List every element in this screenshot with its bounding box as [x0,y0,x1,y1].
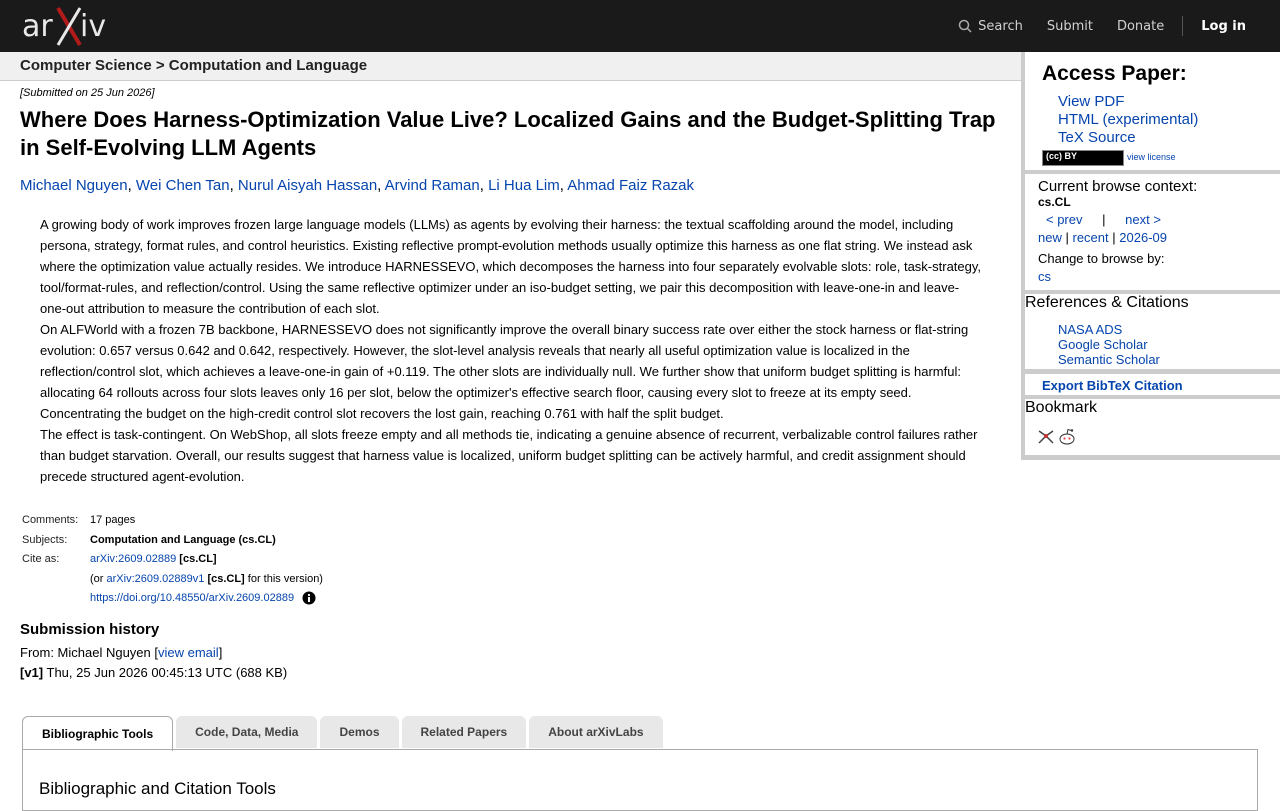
tab-panel-heading: Bibliographic and Citation Tools [39,779,276,798]
access-paper-box [1025,52,1280,170]
tab-about-arxivlabs[interactable]: About arXivLabs [529,716,662,748]
empty-cell [20,589,88,609]
svg-text:ar: ar [22,9,53,44]
google-scholar-link[interactable]: Google Scholar [1058,337,1148,352]
nav-divider [1182,16,1183,36]
cite-label: Cite as: [22,553,60,566]
cc-by-badge-icon[interactable] [1042,150,1124,166]
view-pdf-link[interactable]: View PDF [1058,93,1125,110]
tab-code-data-media[interactable]: Code, Data, Media [176,716,317,748]
html-link[interactable]: HTML (experimental) [1058,111,1199,128]
subjects-value: Computation and Language (cs.CL) [90,533,276,546]
cite-version-suffix: for this version) [247,572,323,585]
export-bibtex-link[interactable]: Export BibTeX Citation [1042,378,1183,393]
comments-value: 17 pages [90,514,136,526]
search-button[interactable] [958,19,1023,34]
abstract [40,214,985,487]
submit-link[interactable]: Submit [1046,18,1093,34]
svg-text:iv: iv [80,9,107,44]
version-line [20,665,287,680]
month-link[interactable]: 2026-09 [1119,230,1167,245]
author-link[interactable]: Wei Chen Tan [135,177,230,194]
metadata-table [20,511,325,609]
info-icon[interactable] [302,591,316,605]
new-recent-row [1038,230,1167,245]
cite-version-link[interactable]: arXiv:2609.02889v1 [106,572,205,585]
comments-label: Comments: [22,514,79,526]
empty-cell [20,570,88,590]
submission-history-heading: Submission history [20,621,160,638]
reddit-icon[interactable] [1058,428,1076,445]
tab-bibliographic-tools[interactable]: Bibliographic Tools [22,716,173,751]
doi-link[interactable]: https://doi.org/10.48550/arXiv.2609.02889 [90,592,295,605]
prev-link[interactable]: < prev [1046,212,1083,227]
top-bar [0,0,1280,52]
cite-version-category: [cs.CL] [207,572,245,585]
author-link[interactable]: Arvind Raman [384,177,480,194]
author-list: Michael Nguyen, Wei Chen Tan, Nurul Aisyah Hassan, Arvind Raman, Li Hua Lim, Ahmad Faiz Razak [20,177,694,194]
view-email-link[interactable]: view email [158,645,219,660]
browse-context-box [1025,174,1280,290]
prev-next-row [1046,212,1161,227]
recent-link[interactable]: recent [1072,230,1109,245]
next-link[interactable]: next > [1125,212,1161,227]
breadcrumb-text[interactable]: Computer Science > Computation and Language [20,57,368,74]
tab-bar [22,716,666,749]
author-link[interactable]: Michael Nguyen [20,177,128,194]
tab-demos[interactable]: Demos [320,716,398,748]
cite-category: [cs.CL] [179,553,217,566]
version-label[interactable]: [v1] [20,665,44,680]
tex-source-link[interactable]: TeX Source [1058,129,1136,146]
author-link[interactable]: Ahmad Faiz Razak [567,177,694,194]
submission-date: [Submitted on 25 Jun 2026] [20,87,155,99]
bookmark-heading: Bookmark [1025,399,1098,416]
references-box [1025,294,1280,369]
access-paper-heading: Access Paper: [1042,62,1187,85]
semantic-scholar-link[interactable]: Semantic Scholar [1058,352,1160,367]
search-label: Search [978,18,1023,34]
tab-related-papers[interactable]: Related Papers [402,716,527,748]
change-browse-link[interactable]: cs [1038,269,1051,284]
change-browse-label: Change to browse by: [1038,251,1165,266]
nasa-ads-link[interactable]: NASA ADS [1058,322,1123,337]
tab-panel [22,749,1258,811]
browse-context-value: cs.CL [1038,195,1071,209]
new-link[interactable]: new [1038,230,1062,245]
arxiv-logo[interactable] [22,5,114,47]
breadcrumb [0,52,1021,81]
cite-link[interactable]: arXiv:2609.02889 [90,553,177,566]
author-link[interactable]: Li Hua Lim [488,177,560,194]
pipe-separator: | [1112,230,1116,245]
export-box [1025,374,1280,395]
browse-context-heading: Current browse context: [1038,178,1198,195]
cite-version-prefix: (or [90,572,104,585]
search-icon [958,19,972,33]
login-link[interactable]: Log in [1201,18,1246,34]
submitter-label: From: Michael Nguyen [ [20,645,158,660]
submitter-line [20,645,222,660]
abstract-paragraph: On ALFWorld with a frozen 7B backbone, HARNESSEVO does not significantly improve the overall binary success rate over either the stock harness or flat-string evolution: 0.657 versus 0.642 and 0.642, respectively. However, the slot-level analysis reveals that nearly all useful optimization value is localized in the reflection/control slot, which achieves a leave-one-in gain of +0.119. The other slots are individually null. We further show that uniform budget splitting is harmful: allocating 64 rollouts across four slots leaves only 16 per slot, below the optimizer's effective search floor, causing every slot to freeze at its empty seed. Concentrating the budget on the high-credit control slot recovers the lost gain, reaching 0.761 with half the split budget. [40,322,969,421]
paper-title: Where Does Harness-Optimization Value Live? Localized Gains and the Budget-Splitting Trap in Self-Evolving LLM Agents [20,107,996,160]
version-text: Thu, 25 Jun 2026 00:45:13 UTC (688 KB) [46,665,288,680]
abstract-paragraph: A growing body of work improves frozen large language models (LLMs) as agents by evolving their harness: the textual scaffolding around the model, including persona, strategy, format rules, and control heuristics. Existing reflective prompt-evolution methods usually optimize this harness as one flat string. We instead ask where the optimization value actually resides. We introduce HARNESSEVO, which decomposes the harness into four separately evolvable slots: role, task-strategy, tool/format-rules, and reflection/control. Using the same reflective optimizer under an iso-budget setting, we pair this decomposition with leave-one-in and leave-one-out attribution to measure the contribution of each slot. [40,217,982,316]
author-link[interactable]: Nurul Aisyah Hassan [237,177,378,194]
donate-link[interactable]: Donate [1116,18,1165,34]
subjects-label: Subjects: [22,533,68,546]
bookmark-box [1025,399,1280,455]
view-license-link[interactable]: view license [1127,152,1176,162]
pipe-separator: | [1065,230,1069,245]
references-heading: References & Citations [1025,294,1189,311]
pipe-separator: | [1102,212,1106,227]
abstract-paragraph: The effect is task-contingent. On WebShop, all slots freeze empty and all methods tie, indicating a genuine absence of recurrent, verbalizable control failures rather than budget starvation. Overall, our results suggest that harness value is localized, uniform budget splitting can be actively harmful, and credit assignment should precede structured agent-evolution. [40,427,978,484]
bibsonomy-icon[interactable] [1038,430,1054,444]
cc-badge-text: (cc) BY [1046,151,1078,161]
submitter-close: ] [218,645,223,660]
sidebar [1021,52,1280,460]
